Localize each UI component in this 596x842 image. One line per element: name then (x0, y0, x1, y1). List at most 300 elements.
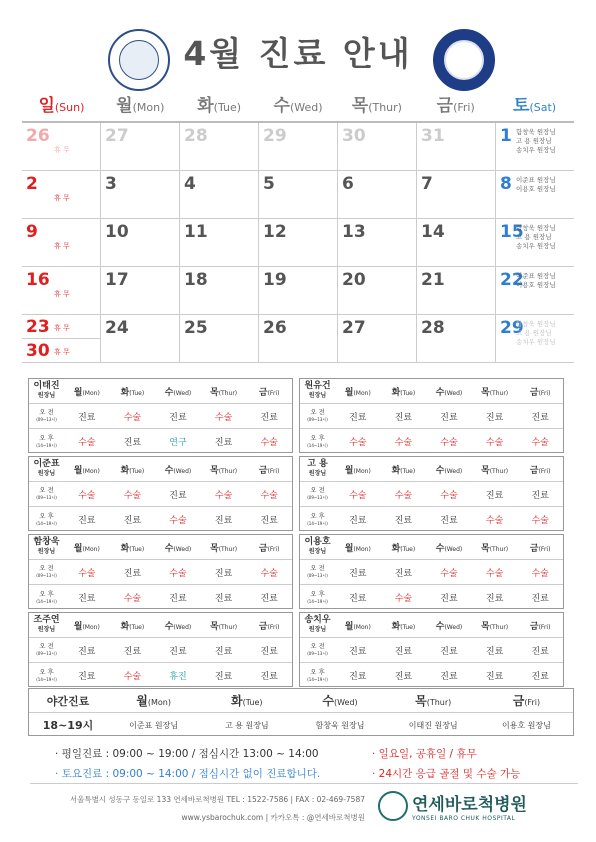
day-en: (Fri) (267, 545, 280, 553)
day-number: 11 (184, 222, 208, 242)
day-ko: 화 (391, 621, 401, 632)
schedule-cell: 진료 (349, 516, 367, 526)
slot-time: (09~13시) (307, 495, 328, 500)
time-slot (300, 487, 335, 501)
day-number: 2 (26, 174, 38, 194)
saturday-doctors (516, 224, 556, 251)
day-ko: 수 (164, 621, 174, 632)
day-number: 1 (500, 126, 512, 146)
doctor-name-text: 이태진 (33, 381, 60, 391)
weekday-4 (337, 91, 416, 121)
day-ko: 목 (481, 387, 490, 398)
day-en: (Wed) (173, 467, 192, 475)
doctor-name (300, 616, 335, 634)
schedule-day (155, 385, 201, 398)
weekday-en: (Wed) (289, 101, 323, 114)
day-en: (Mon) (82, 389, 100, 397)
slot-time: (09~13시) (307, 651, 328, 656)
day-ko: 수 (435, 543, 445, 554)
day-number: 30 (342, 126, 366, 146)
schedule-cell: 진료 (123, 516, 142, 526)
night-clinic-table (28, 688, 574, 736)
day-ko: 금 (529, 465, 539, 476)
doctor-note: 고 용 원장님 (516, 137, 552, 145)
brand-name: 연세바로척병원 (412, 795, 527, 815)
schedule-cell: 수술 (78, 490, 96, 501)
slot-label: 오 후 (39, 667, 54, 676)
schedule-day (110, 385, 156, 398)
calendar-day (101, 219, 180, 266)
time-slot (300, 591, 335, 605)
slot-time: (14~19시) (307, 598, 328, 604)
calendar-day (417, 267, 496, 314)
day-en: (Thur) (218, 623, 238, 631)
schedule-day (472, 463, 518, 476)
schedule-cell: 수술 (123, 594, 142, 604)
schedule-day (335, 385, 381, 398)
slot-label: 오 후 (39, 511, 54, 520)
saturday-doctors (516, 128, 556, 155)
day-ko: 월 (344, 465, 354, 476)
weekday-en: (Sun) (54, 101, 85, 114)
slot-time: (09~13시) (36, 495, 57, 500)
schedule-cell: 진료 (531, 412, 549, 423)
schedule-day (110, 619, 156, 632)
schedule-pm-row (300, 507, 563, 532)
doctor-title: 원장님 (37, 548, 56, 555)
calendar-week (22, 267, 574, 315)
day-number: 13 (342, 222, 366, 242)
day-en: (Wed) (333, 698, 358, 707)
schedule-cell: 진료 (214, 438, 233, 448)
day-ko: 화 (120, 387, 130, 398)
day-en: (Fri) (538, 545, 551, 553)
schedule-day (246, 385, 292, 398)
day-number: 10 (105, 222, 129, 242)
time-slot (300, 435, 335, 449)
time-slot (300, 565, 335, 579)
day-ko: 월 (136, 694, 148, 708)
schedule-cell: 연구 (169, 438, 187, 448)
schedule-day (64, 463, 110, 476)
day-off-label: 휴 무 (54, 146, 70, 154)
calendar-day (496, 267, 574, 314)
doctor-name-text: 송치우 (304, 615, 331, 625)
slot-time: (14~19시) (307, 676, 328, 682)
slot-time: (09~13시) (36, 417, 57, 422)
day-en: (Wed) (444, 467, 463, 475)
slot-label: 오 전 (310, 564, 325, 572)
day-ko: 목 (210, 387, 219, 398)
schedule-cell: 진료 (349, 594, 367, 604)
doctor-schedule (28, 456, 293, 531)
doctor-name-text: 함창욱 (33, 537, 60, 547)
night-label: 야간진료 (46, 694, 90, 708)
schedule-cell: 수술 (260, 490, 278, 501)
doctor-note: 함창욱 원장님 (516, 320, 556, 328)
slot-label: 오 전 (310, 486, 325, 494)
day-en: (Tue) (400, 467, 416, 475)
day-number: 26 (26, 126, 50, 146)
brand-seal-icon (378, 791, 408, 821)
schedule-day (426, 619, 472, 632)
day-ko: 화 (391, 543, 401, 554)
hours-info (55, 744, 320, 784)
schedule-cell: 진료 (78, 672, 96, 682)
time-slot (29, 487, 64, 501)
calendar-week (22, 219, 574, 267)
saturday-doctors (516, 320, 556, 347)
calendar-day (22, 267, 101, 314)
day-ko: 목 (415, 694, 427, 708)
day-number: 19 (263, 270, 287, 290)
schedule-day (517, 463, 563, 476)
calendar-day (338, 267, 417, 314)
doctor-title: 원장님 (308, 626, 327, 633)
schedule-cell: 진료 (485, 412, 504, 423)
schedule-cell: 수술 (123, 672, 142, 682)
schedule-day (381, 385, 427, 398)
doctor-note: 고 용 원장님 (516, 329, 552, 337)
slot-time: (14~19시) (36, 676, 57, 682)
day-en: (Thur) (218, 467, 238, 475)
slot-time: (09~13시) (36, 573, 57, 578)
schedule-cell: 수술 (440, 490, 458, 501)
slot-label: 오 전 (310, 642, 325, 650)
weekday-1 (101, 91, 180, 121)
schedule-day (110, 541, 156, 554)
day-number: 14 (421, 222, 445, 242)
day-ko: 목 (210, 543, 219, 554)
schedule-cell: 진료 (485, 594, 504, 604)
calendar-day (101, 171, 180, 218)
schedule-cell: 수술 (214, 490, 233, 501)
calendar-day (496, 171, 574, 218)
schedule-cell: 진료 (260, 516, 278, 526)
schedule-cell: 진료 (123, 646, 142, 657)
doctor-name-text: 조주연 (33, 615, 60, 625)
doctor-note: 송치우 원장님 (516, 338, 556, 346)
day-off-label: 휴 무 (54, 290, 70, 298)
schedule-cell: 진료 (214, 568, 233, 579)
time-slot (29, 409, 64, 423)
weekday-ko: 금 (436, 96, 454, 116)
slot-label: 오 전 (39, 642, 54, 650)
weekday-3 (259, 91, 338, 121)
saturday-doctors (516, 176, 556, 194)
time-slot (29, 565, 64, 579)
calendar-day (417, 171, 496, 218)
calendar-day (338, 123, 417, 170)
day-number: 28 (421, 318, 445, 338)
calendar-day (496, 315, 574, 362)
schedule-cell: 휴진 (169, 672, 187, 682)
schedule-day (381, 541, 427, 554)
day-ko: 목 (481, 543, 490, 554)
weekday-ko: 목 (351, 96, 369, 116)
schedule-day (472, 385, 518, 398)
night-day (293, 692, 386, 709)
day-number: 29 (500, 318, 524, 338)
calendar-day (259, 123, 338, 170)
calendar-day (496, 219, 574, 266)
day-ko: 화 (120, 621, 130, 632)
schedule-cell: 진료 (394, 412, 413, 423)
day-en: (Wed) (173, 623, 192, 631)
doctor-schedule (299, 612, 564, 687)
time-slot (29, 435, 64, 449)
day-ko: 수 (164, 387, 174, 398)
slot-time: (09~13시) (36, 651, 57, 656)
day-number: 8 (500, 174, 512, 194)
emergency-notice: · 24시간 응급 골절 및 수술 가능 (372, 768, 521, 780)
calendar-week (22, 171, 574, 219)
slot-time: (14~19시) (36, 442, 57, 448)
doctor-title: 원장님 (308, 470, 327, 477)
day-off-label: 휴 무 (54, 242, 70, 250)
schedule-day (472, 619, 518, 632)
schedule-cell: 진료 (531, 594, 549, 604)
day-number: 25 (184, 318, 208, 338)
day-en: (Mon) (353, 545, 371, 553)
day-number: 7 (421, 174, 433, 194)
calendar-day (417, 219, 496, 266)
doctor-schedule (28, 612, 293, 687)
schedule-cell: 진료 (531, 672, 549, 682)
day-number: 31 (421, 126, 445, 146)
day-ko: 수 (322, 694, 334, 708)
schedule-cell: 진료 (214, 672, 233, 682)
schedule-day (64, 619, 110, 632)
slot-time: (14~19시) (36, 520, 57, 526)
day-en: (Mon) (147, 698, 171, 707)
day-ko: 금 (258, 543, 268, 554)
schedule-cell: 진료 (260, 412, 278, 423)
schedule-pm-row (300, 663, 563, 688)
schedule-cell: 수술 (349, 490, 367, 501)
slot-time: (14~19시) (307, 442, 328, 448)
schedule-cell: 진료 (78, 412, 96, 423)
doctor-title: 원장님 (308, 548, 327, 555)
day-en: (Mon) (353, 389, 371, 397)
schedule-day (517, 619, 563, 632)
day-off-label: 휴 무 (54, 324, 70, 332)
day-ko: 금 (512, 694, 525, 708)
schedule-cell: 진료 (485, 672, 504, 682)
page-title: 4월 진료 안내 (183, 34, 413, 73)
schedule-pm-row (300, 429, 563, 454)
schedule-cell: 진료 (394, 646, 413, 657)
doctor-name-text: 이준표 (33, 459, 60, 469)
weekday-header (22, 91, 574, 123)
calendar-day (338, 171, 417, 218)
schedule-day (201, 385, 247, 398)
day-en: (Thur) (218, 389, 238, 397)
weekday-ko: 수 (273, 96, 290, 116)
schedule-cell: 진료 (169, 412, 187, 423)
schedule-header-row (300, 535, 563, 560)
schedule-cell: 수술 (169, 516, 187, 526)
schedule-cell: 진료 (260, 646, 278, 657)
day-en: (Mon) (82, 623, 100, 631)
doctor-note: 함창욱 원장님 (516, 224, 556, 232)
day-number: 26 (263, 318, 287, 338)
day-ko: 화 (120, 543, 130, 554)
saturday-hours: · 토요진료 : 09:00 ~ 14:00 / 점심시간 없이 진료합니다. (55, 768, 321, 780)
day-ko: 금 (529, 543, 539, 554)
weekday-en: (Mon) (132, 101, 165, 114)
day-ko: 금 (258, 465, 268, 476)
schedule-cell: 수술 (394, 490, 413, 501)
day-en: (Thur) (426, 698, 452, 707)
doctor-note: 함창욱 원장님 (516, 128, 556, 136)
day-number: 17 (105, 270, 129, 290)
time-slot (300, 409, 335, 423)
split-top (22, 315, 100, 339)
schedule-cell: 진료 (531, 646, 549, 657)
schedule-header-row (300, 613, 563, 638)
slot-label: 오 후 (310, 667, 325, 676)
schedule-day (335, 463, 381, 476)
schedule-cell: 진료 (214, 594, 233, 604)
day-en: (Tue) (242, 698, 263, 707)
schedule-cell: 수술 (531, 438, 549, 448)
brand-name-en: YONSEI BARO CHUK HOSPITAL (412, 815, 516, 822)
schedule-cell: 진료 (531, 490, 549, 501)
calendar-day (180, 171, 259, 218)
schedule-header-row (300, 379, 563, 404)
calendar-day (180, 219, 259, 266)
day-en: (Wed) (444, 545, 463, 553)
day-en: (Fri) (267, 623, 280, 631)
schedule-cell: 진료 (78, 594, 96, 604)
calendar-day (338, 219, 417, 266)
calendar-day (22, 123, 101, 170)
day-ko: 목 (210, 621, 219, 632)
day-en: (Fri) (267, 389, 280, 397)
doctor-title: 원장님 (37, 626, 56, 633)
day-ko: 수 (164, 465, 174, 476)
schedule-cell: 진료 (78, 516, 96, 526)
schedule-cell: 진료 (123, 568, 142, 579)
schedule-cell: 수술 (349, 438, 367, 448)
day-ko: 월 (344, 387, 354, 398)
schedule-cell: 수술 (214, 412, 233, 423)
schedule-day (381, 463, 427, 476)
schedule-pm-row (29, 585, 292, 610)
slot-label: 오 후 (310, 433, 325, 442)
schedule-pm-row (29, 663, 292, 688)
day-en: (Tue) (129, 545, 145, 553)
day-number: 6 (342, 174, 354, 194)
schedule-cell: 진료 (260, 594, 278, 604)
day-en: (Mon) (82, 545, 100, 553)
weekday-ko: 화 (197, 96, 214, 116)
day-en: (Fri) (267, 467, 280, 475)
day-en: (Fri) (538, 623, 551, 631)
schedule-pm-row (29, 507, 292, 532)
day-en: (Fri) (524, 698, 541, 707)
night-doctor: 이준표 원장님 (129, 720, 179, 730)
schedule-cell: 진료 (349, 412, 367, 423)
weekday-ko: 일 (38, 96, 55, 116)
doctor-name (29, 538, 64, 556)
calendar-day (101, 315, 180, 362)
schedule-cell: 진료 (169, 490, 187, 501)
schedule-day (426, 385, 472, 398)
weekday-en: (Sat) (529, 101, 557, 114)
slot-label: 오 전 (310, 408, 325, 416)
schedule-am-row (300, 482, 563, 507)
schedule-cell: 수술 (531, 568, 549, 579)
slot-label: 오 후 (310, 511, 325, 520)
night-time: 18~19시 (42, 719, 94, 732)
weekday-en: (Thur) (368, 101, 402, 114)
schedule-pm-row (29, 429, 292, 454)
doctor-schedule (299, 378, 564, 453)
schedule-day (246, 541, 292, 554)
schedule-pm-row (300, 585, 563, 610)
day-en: (Tue) (400, 545, 416, 553)
slot-time: (14~19시) (307, 520, 328, 526)
day-number: 24 (105, 318, 129, 338)
day-number: 23 (26, 317, 50, 337)
calendar-day (101, 267, 180, 314)
university-seal-logo (433, 29, 495, 91)
weekday-en: (Tue) (213, 101, 242, 114)
schedule-day (201, 463, 247, 476)
day-ko: 월 (73, 543, 83, 554)
calendar-day (101, 123, 180, 170)
calendar-day (259, 219, 338, 266)
day-ko: 금 (529, 621, 539, 632)
day-en: (Fri) (538, 389, 551, 397)
schedule-cell: 진료 (214, 646, 233, 657)
day-number: 22 (500, 270, 524, 290)
schedule-header-row (29, 379, 292, 404)
day-number: 9 (26, 222, 38, 242)
schedule-day (201, 619, 247, 632)
schedule-am-row (300, 638, 563, 663)
schedule-cell: 수술 (531, 516, 549, 526)
schedule-cell: 수술 (440, 438, 458, 448)
day-number: 3 (105, 174, 117, 194)
night-day (387, 692, 480, 709)
schedule-cell: 진료 (440, 516, 458, 526)
schedule-am-row (29, 638, 292, 663)
schedule-header-row (29, 457, 292, 482)
schedule-header-row (300, 457, 563, 482)
schedule-cell: 수술 (123, 490, 142, 501)
calendar-day (417, 315, 496, 362)
day-number: 15 (500, 222, 524, 242)
doctor-schedule (28, 534, 293, 609)
doctor-name-text: 이용호 (304, 537, 331, 547)
doctor-note: 이용호 원장님 (516, 281, 556, 289)
day-en: (Tue) (400, 623, 416, 631)
day-en: (Mon) (82, 467, 100, 475)
schedule-day (155, 619, 201, 632)
schedule-cell: 수술 (394, 438, 413, 448)
day-en: (Mon) (353, 467, 371, 475)
schedule-cell: 진료 (440, 646, 458, 657)
doctor-title: 원장님 (37, 470, 56, 477)
schedule-cell: 진료 (440, 412, 458, 423)
day-number: 18 (184, 270, 208, 290)
schedule-day (381, 619, 427, 632)
schedule-cell: 진료 (214, 516, 233, 526)
day-ko: 월 (344, 543, 354, 554)
